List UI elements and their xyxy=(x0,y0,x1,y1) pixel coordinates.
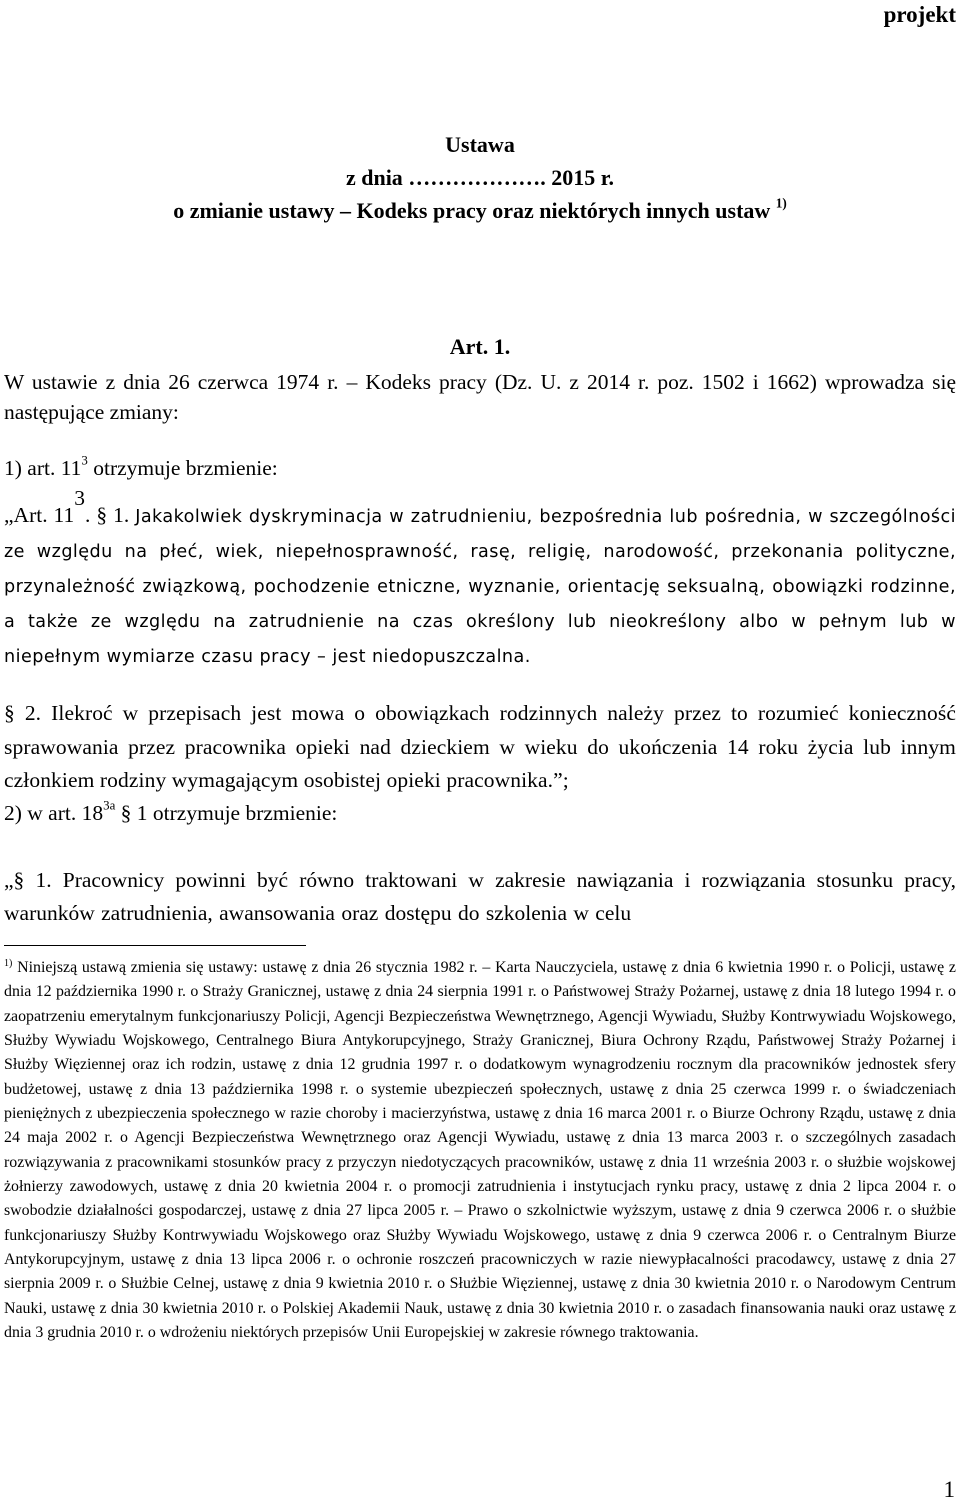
page-number: 1 xyxy=(943,1477,955,1502)
quoted-article-superscript: 3 xyxy=(74,486,86,510)
item-2-tail: § 1 otrzymuje brzmienie: xyxy=(115,801,338,825)
footnote-separator xyxy=(4,945,306,946)
item-1-superscript: 3 xyxy=(81,453,88,468)
article-intro: W ustawie z dnia 26 czerwca 1974 r. – Kodeks pracy (Dz. U. z 2014 r. poz. 1502 i 1662) wprowadza się następujące zmiany: xyxy=(4,370,956,424)
item-1-lead: 1) art. 11 xyxy=(4,456,82,480)
item-1-tail: otrzymuje brzmienie: xyxy=(87,456,278,480)
footnote xyxy=(4,956,956,1346)
footnote-text: Niniejszą ustawą zmienia się ustawy: ustawę z dnia 26 stycznia 1982 r. – Karta Nauczyciela, ustawę z dnia 6 kwietnia 1990 r. o Policji, ustawę z dnia 12 października 1990 r. o Straży Granicznej, ustawę z dnia 24 sierpnia 1991 r. o Państwowej Straży Pożarnej, ustawę z dnia 18 lutego 1994 r. o zaopatrzeniu emerytalnym funkcjonariuszy Policji, Agencji Bezpieczeństwa Wewnętrznego, Agencji Wywiadu, Służby Kontrwywiadu Wojskowego, Służby Wywiadu Wojskowego, Centralnego Biura Antykorupcyjnego, Straży Granicznej, Biura Ochrony Rządu, Państwowej Straży Pożarnej i Służby Więziennej oraz ich rodzin, ustawę z dnia 12 grudnia 1997 r. o dodatkowym wynagrodzeniu rocznym dla pracowników jednostek sfery budżetowej, ustawę z dnia 13 października 1998 r. o systemie ubezpieczeń społecznych, ustawę z dnia 25 czerwca 1999 r. o świadczeniach pieniężnych z ubezpieczenia społecznego w razie choroby i macierzyństwa, ustawę z dnia 16 marca 2001 r. o Biurze Ochrony Rządu, ustawę z dnia 24 maja 2002 r. o Agencji Bezpieczeństwa Wewnętrznego oraz Agencji Wywiadu, ustawę z dnia 13 marca 2003 r. o szczególnych zasadach rozwiązywania z pracownikami stosunków pracy z przyczyn niedotyczących pracowników, ustawę z dnia 11 września 2003 r. o służbie wojskowej żołnierzy zawodowych, ustawę z dnia 20 kwietnia 2004 r. o promocji zatrudnienia i instytucjach rynku pracy, ustawę z dnia 2 lipca 2004 r. o swobodzie działalności gospodarczej, ustawę z dnia 27 lipca 2005 r. – Prawo o szkolnictwie wyższym, ustawę z dnia 9 czerwca 2006 r. o służbie funkcjonariuszy Służby Kontrwywiadu Wojskowego oraz Służby Wywiadu Wojskowego, ustawę z dnia 9 czerwca 2006 r. o Centralnym Biurze Antykorupcyjnym, ustawę z dnia 13 lipca 2006 r. o ochronie roszczeń pracowniczych w razie niewypłacalności pracodawcy, ustawę z dnia 27 sierpnia 2009 r. o Służbie Celnej, ustawę z dnia 9 kwietnia 2010 r. o Służbie Więziennej, ustawę z dnia 30 kwietnia 2010 r. o Narodowym Centrum Nauki, ustawę z dnia 30 kwietnia 2010 r. o Polskiej Akademii Nauk, ustawę z dnia 30 kwietnia 2010 r. o zasadach finansowania nauki oraz ustawę z dnia 3 grudnia 2010 r. o wdrożeniu niektórych przepisów Unii Europejskiej w zakresie równego traktowania. xyxy=(4,959,956,1342)
footnote-mark: 1) xyxy=(4,958,13,969)
article-number: Art. 1. xyxy=(449,334,511,359)
quoted-article-paragraph-2: § 2. Ilekroć w przepisach jest mowa o obowiązkach rodzinnych należy przez to rozumieć konieczność sprawowania przez pracownika opieki nad dzieckiem w wieku do ukończenia 14 roku życia lub innym członkiem rodziny wymagającym osobistej opieki pracownika.”; xyxy=(4,701,956,792)
amendment-item-1 xyxy=(4,453,278,481)
amendment-item-2 xyxy=(4,798,338,826)
document-status-label: projekt xyxy=(883,2,956,27)
quoted-article-text: Jakakolwiek dyskryminacja w zatrudnieniu, bezpośrednia lub pośrednia, w szczególności ze względu na płeć, wiek, niepełnosprawność, rasę, religię, narodowość, przekonania polityczne, przynależność związkową, pochodzenie etniczne, wyznanie, orientację seksualną, obowiązki rodzinne, a także ze względu na zatrudnienie na czas określony lub nieokreślony albo w pełnym lub w niepełnym wymiarze czasu pracy – jest niedopuszczalna. xyxy=(4,507,957,668)
quoted-article-paragraph-1 xyxy=(4,486,957,675)
quoted-article-paragraph-mark: . § 1. xyxy=(85,503,136,528)
act-type: Ustawa xyxy=(445,132,515,157)
quoted-article-open: „Art. 11 xyxy=(4,503,75,528)
item-2-lead: 2) w art. 18 xyxy=(4,801,104,825)
act-subject-text: o zmianie ustawy – Kodeks pracy oraz niektórych innych ustaw xyxy=(173,198,771,223)
footnote-reference: 1) xyxy=(775,195,787,211)
act-date: z dnia ………………. 2015 r. xyxy=(345,165,615,190)
quoted-paragraph-2-text: „§ 1. Pracownicy powinni być równo traktowani w zakresie nawiązania i rozwiązania stosunku pracy, warunków zatrudnienia, awansowania oraz dostępu do szkolenia w celu xyxy=(4,868,956,925)
item-2-superscript: 3a xyxy=(103,798,116,813)
title-block xyxy=(0,128,960,227)
act-subject xyxy=(0,194,960,227)
